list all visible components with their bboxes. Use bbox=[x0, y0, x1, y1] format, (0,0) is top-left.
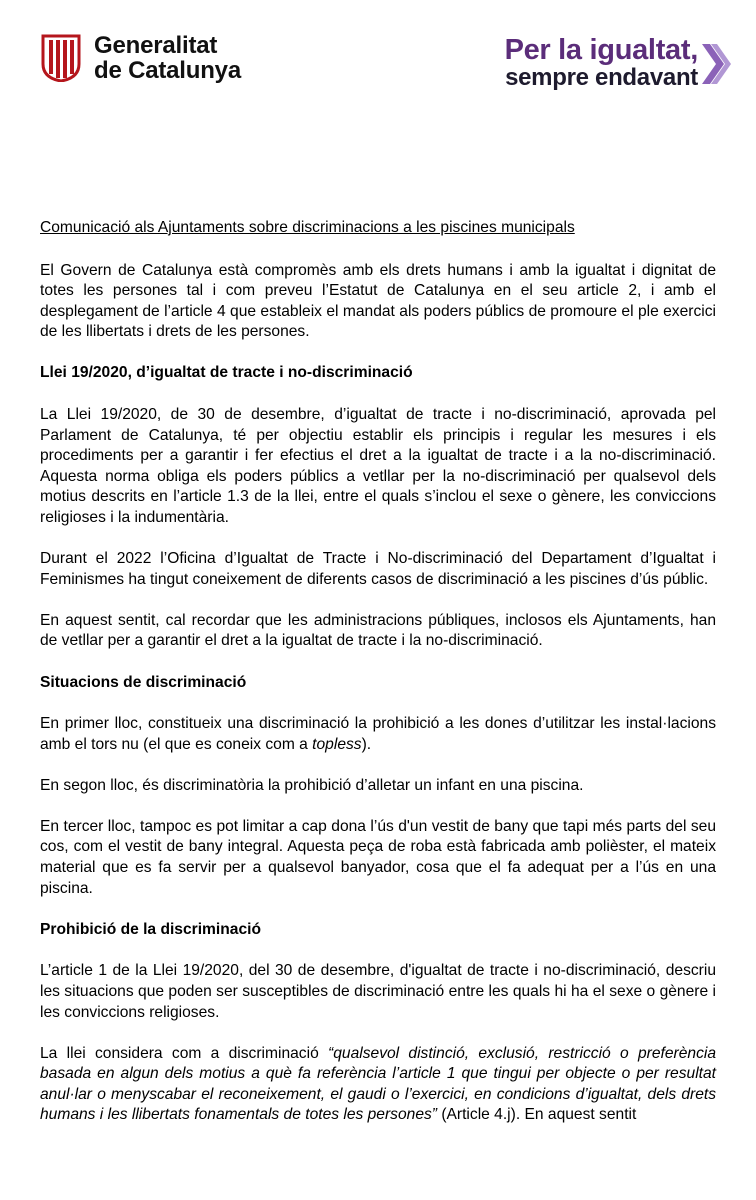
section-heading-situations: Situacions de discriminació bbox=[40, 673, 247, 691]
document-body bbox=[40, 218, 716, 1147]
double-chevron-icon bbox=[702, 40, 732, 88]
paragraph: En aquest sentit, cal recordar que les administracions públiques, inclosos els Ajuntaments, han de vetllar per a garantir el dret a la igualtat de tracte i la no-discriminació. bbox=[40, 611, 716, 650]
paragraph: En primer lloc, constitueix una discriminació la prohibició a les dones d’utilitzar les instal·lacions amb el tors nu (el que es coneix com a topless). bbox=[40, 715, 716, 753]
paragraph: Durant el 2022 l’Oficina d’Igualtat de Tracte i No-discriminació del Departament d’Igualtat i Feminismes ha tingut coneixement de diferents casos de discriminació a les piscines d’ús públic. bbox=[40, 550, 716, 588]
generalitat-logo bbox=[40, 33, 241, 83]
paragraph: L’article 1 de la Llei 19/2020, del 30 de desembre, d'igualtat de tracte i no-discriminació, descriu les situacions que poden ser susceptibles de discriminació entre les quals hi ha el sexe o gènere i les conviccions religioses. bbox=[40, 962, 716, 1021]
organization-name-line1: Generalitat bbox=[94, 32, 218, 59]
paragraph: En segon lloc, és discriminatòria la prohibició d’alletar un infant en una piscina. bbox=[40, 776, 584, 794]
legal-quote: “qualsevol distinció, exclusió, restricció o preferència basada en algun dels motius a què fa referència l’article 1 que tingui per objecte o per resultat anul·lar o menyscabar el reconeixement, el gaudi o l’exercici, en condicions d’igualtat, dels drets humans i les llibertats fonamentals de totes les persones” bbox=[40, 1044, 716, 1124]
paragraph: En tercer lloc, tampoc es pot limitar a cap dona l’ús d'un vestit de bany que tapi més parts del seu cos, com el vestit de bany integral. Aquesta peça de roba està fabricada amb polièster, el mateix material que es fa servir per a qualsevol banyador, cosa que el fa adequat per a l’ús en una piscina. bbox=[40, 817, 716, 897]
senyera-shield-icon bbox=[40, 34, 82, 82]
organization-name bbox=[94, 33, 241, 83]
organization-name-line2: de Catalunya bbox=[94, 57, 241, 84]
section-heading-prohibition: Prohibició de la discriminació bbox=[40, 920, 261, 938]
campaign-logo bbox=[505, 36, 732, 91]
intro-paragraph: El Govern de Catalunya està compromès amb els drets humans i amb la igualtat i dignitat de totes les persones tal i com preveu l’Estatut de Catalunya en el seu article 2, i amb el desplegament de l’article 4 que estableix el mandat als poders públics de promoure el ple exercici de les llibertats i drets de les persones. bbox=[40, 261, 716, 341]
paragraph: La llei considera com a discriminació “qualsevol distinció, exclusió, restricció o preferència basada en algun dels motius a què fa referència l’article 1 que tingui per objecte o per resultat anul·lar o menyscabar el reconeixement, el gaudi o l’exercici, en condicions d’igualtat, dels drets humans i les llibertats fonamentals de totes les persones” (Article 4.j). En aquest sentit bbox=[40, 1044, 716, 1124]
campaign-slogan-line1: Per la igualtat, bbox=[504, 34, 698, 66]
document-title: Comunicació als Ajuntaments sobre discriminacions a les piscines municipals bbox=[40, 219, 575, 236]
letterhead bbox=[0, 0, 756, 110]
emphasis: topless bbox=[312, 735, 362, 753]
campaign-slogan-line2: sempre endavant bbox=[505, 64, 698, 91]
section-heading-law: Llei 19/2020, d’igualtat de tracte i no-discriminació bbox=[40, 364, 413, 382]
paragraph: La Llei 19/2020, de 30 de desembre, d’igualtat de tracte i no-discriminació, aprovada pel Parlament de Catalunya, té per objectiu establir els principis i regular les mesures i els procediments per a garantir i fer efectius el dret a la igualtat de tracte i a la no-discriminació. Aquesta norma obliga els poders públics a vetllar per la no-discriminació per qualsevol dels motius descrits en l’article 1.3 de la llei, entre el quals s’inclou el sexe o gènere, les conviccions religioses i la indumentària. bbox=[40, 406, 716, 527]
